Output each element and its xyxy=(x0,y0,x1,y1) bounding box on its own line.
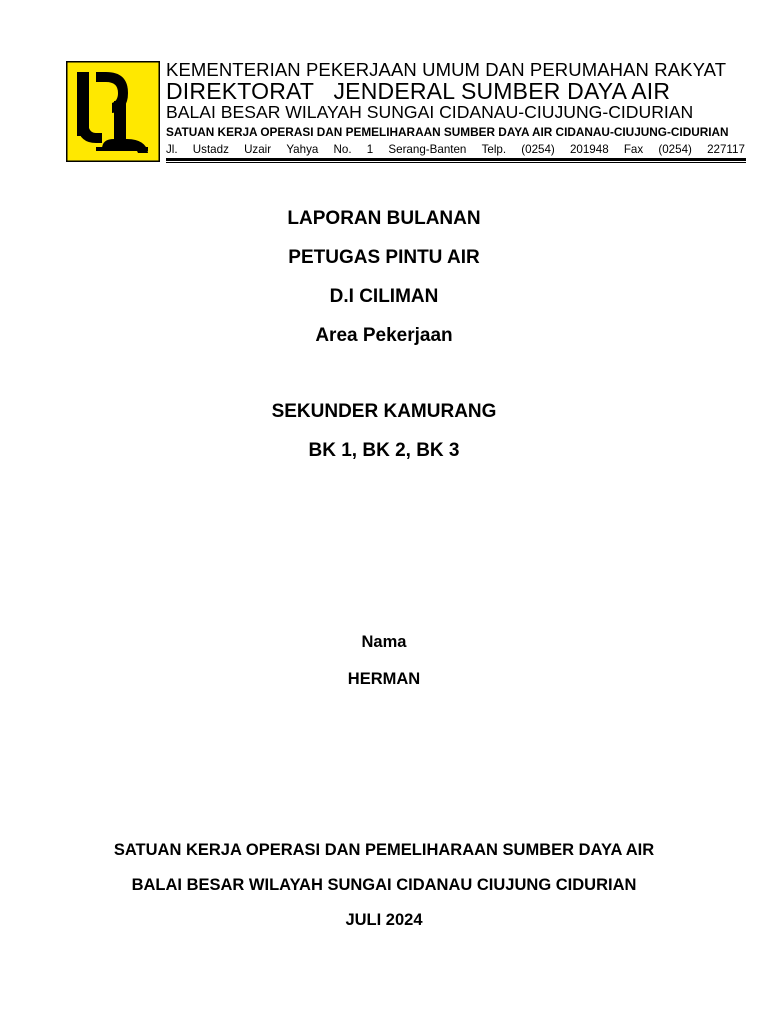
ministry-logo-icon xyxy=(66,61,160,162)
ministry-name: KEMENTERIAN PEKERJAAN UMUM DAN PERUMAHAN RAKYAT xyxy=(166,59,727,80)
report-subtitle: PETUGAS PINTU AIR xyxy=(288,247,480,268)
address-word: Uzair xyxy=(244,143,272,156)
address-word: 201948 xyxy=(569,143,609,156)
report-title: LAPORAN BULANAN xyxy=(287,208,481,229)
unit-name: SATUAN KERJA OPERASI DAN PEMELIHARAAN SUMBER DAYA AIR CIDANAU-CIUJUNG-CIDURIAN xyxy=(166,125,729,139)
secondary-channel: SEKUNDER KAMURANG xyxy=(271,401,497,422)
footer-agency: BALAI BESAR WILAYAH SUNGAI CIDANAU CIUJUNG CIDURIAN xyxy=(131,876,637,894)
letterhead-rule xyxy=(166,158,746,161)
address-word: (0254) xyxy=(521,143,555,156)
address-word: Serang-Banten xyxy=(388,143,467,156)
address-word: Fax xyxy=(623,143,644,156)
address-word: 227117 xyxy=(707,143,745,156)
address-word: (0254) xyxy=(658,143,692,156)
address-word: Telp. xyxy=(481,143,507,156)
address-word: Jl. xyxy=(166,143,178,156)
letterhead-rule-thin xyxy=(166,162,746,163)
work-area-label: Area Pekerjaan xyxy=(315,325,453,346)
name-value: HERMAN xyxy=(347,670,421,688)
address-word: No. xyxy=(333,143,352,156)
agency-name: BALAI BESAR WILAYAH SUNGAI CIDANAU-CIUJUNG-CIDURIAN xyxy=(166,102,694,122)
address-word: Ustadz xyxy=(192,143,229,156)
directorate-name: DIREKTORAT JENDERAL SUMBER DAYA AIR xyxy=(166,78,671,104)
footer-unit: SATUAN KERJA OPERASI DAN PEMELIHARAAN SUMBER DAYA AIR xyxy=(113,841,655,859)
footer-date: JULI 2024 xyxy=(345,911,423,929)
irrigation-area: D.I CILIMAN xyxy=(329,286,439,307)
letterhead xyxy=(166,60,746,158)
address-word: Yahya xyxy=(286,143,319,156)
address-line xyxy=(166,142,745,158)
name-label: Nama xyxy=(361,633,407,651)
address-word: 1 xyxy=(366,143,374,156)
block-list: BK 1, BK 2, BK 3 xyxy=(308,440,460,461)
